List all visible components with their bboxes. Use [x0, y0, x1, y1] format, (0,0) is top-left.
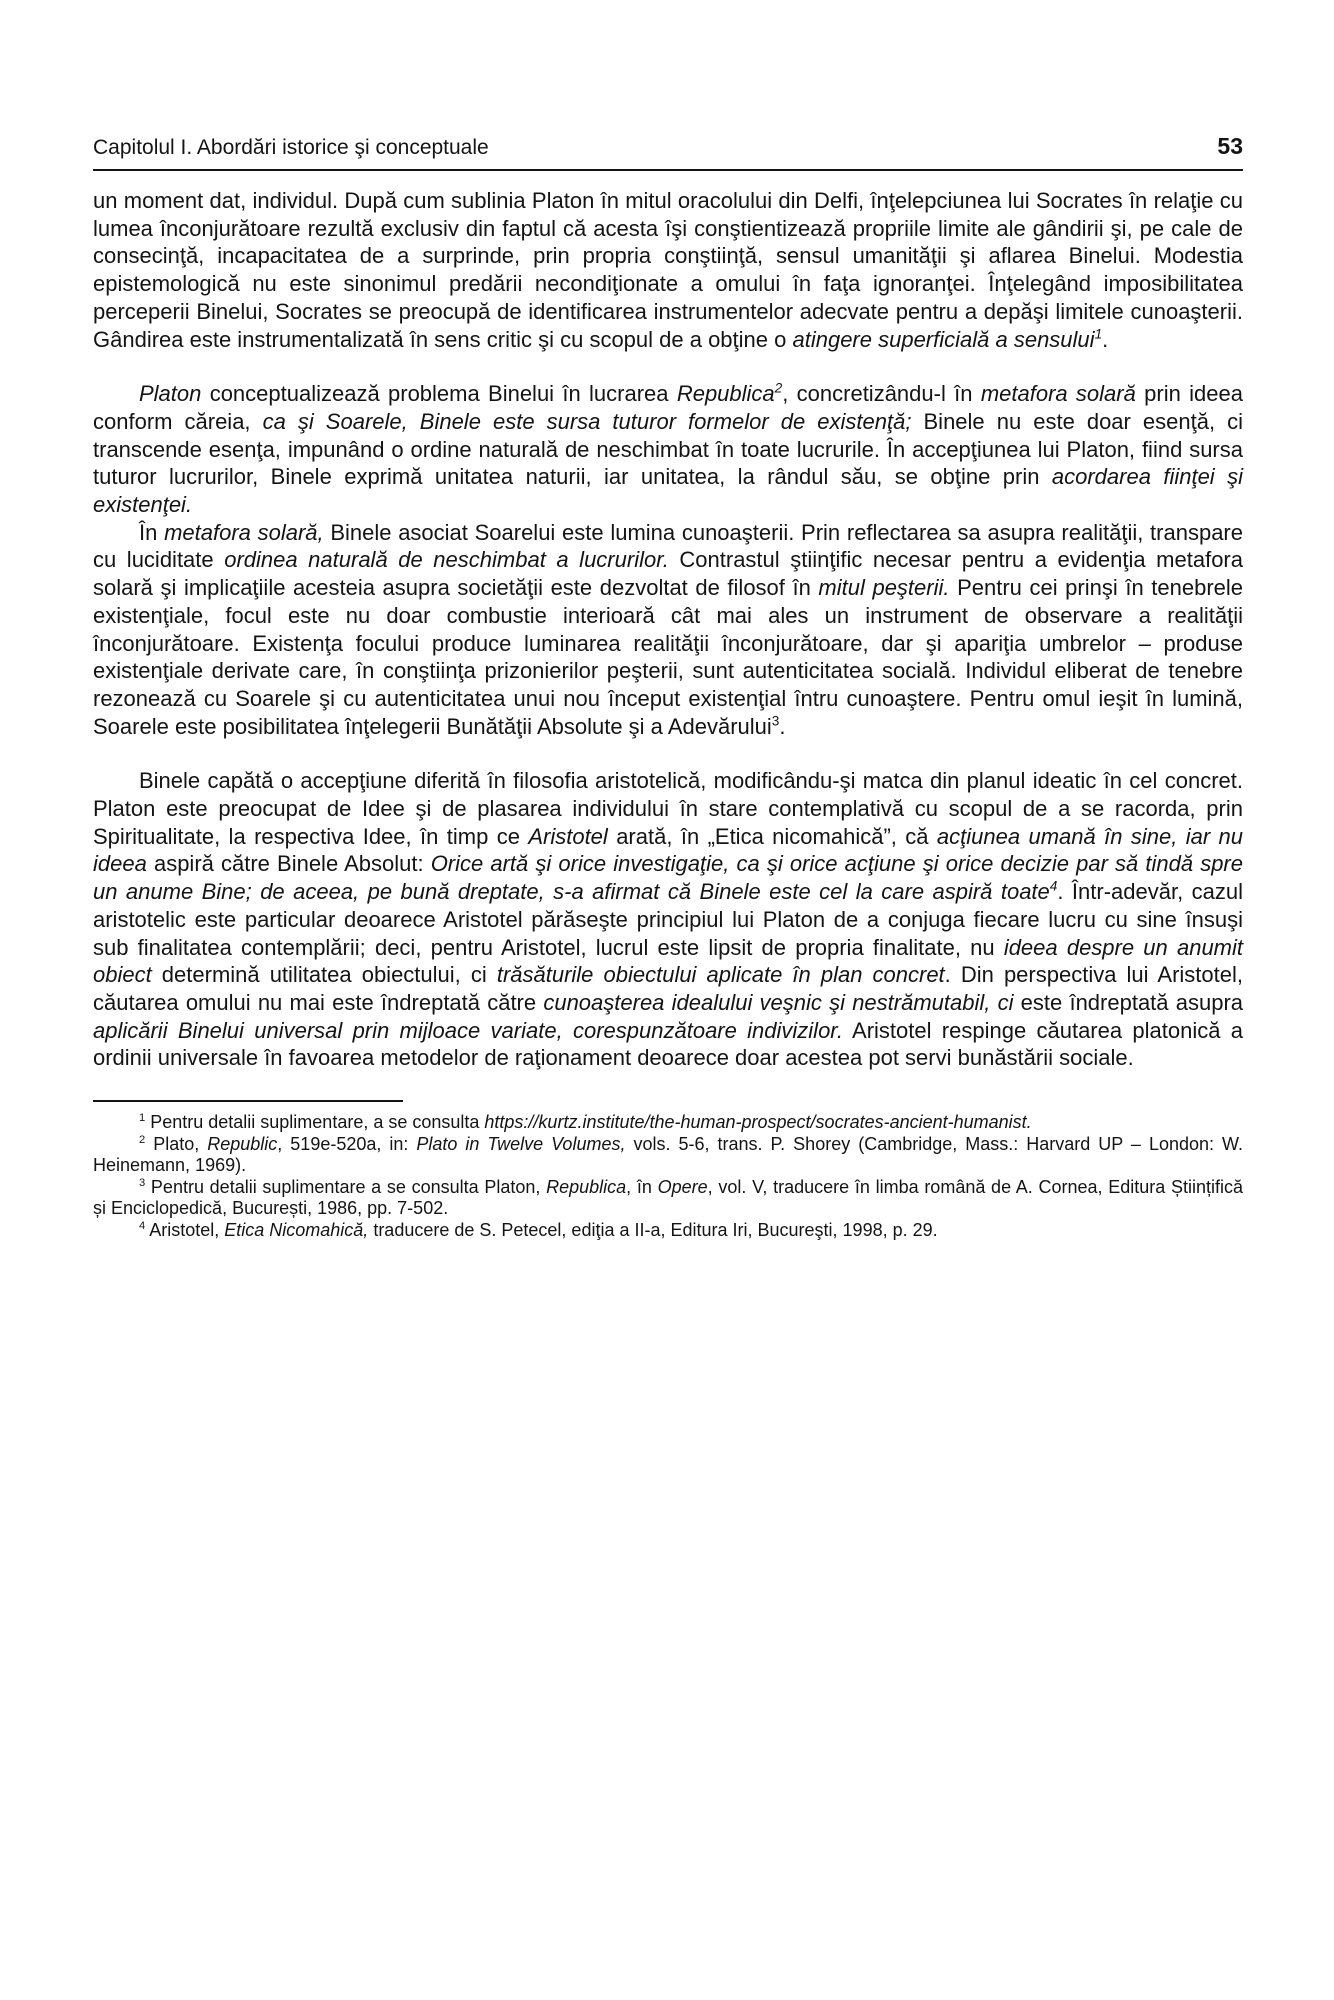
text-run: Binele nu este doar esenţă, ci transcende esenţa, impunând o ordine naturală de neschimbat în toate lucrurile. În accepţiunea lui Platon, fiind sursa tuturor lucrurilor, Binele exprimă unitatea naturii, iar unitatea, la rândul său, se obţine prin [93, 408, 1244, 490]
superscript-footnote-ref: 4 [1049, 878, 1058, 894]
footnote-item [93, 1112, 1243, 1134]
text-run: metafora solară, [164, 519, 324, 545]
text-run: trăsăturile obiectului aplicate în plan concret [496, 962, 945, 988]
text-run: aplicării Binelui universal prin mijloace variate, corespunzătoare indivizilor. [93, 1017, 843, 1043]
superscript-footnote-ref: 2 [774, 380, 783, 396]
text-run: metafora solară [980, 381, 1136, 407]
text-run: https://kurtz.institute/the-human-prospect/socrates-ancient-humanist. [484, 1112, 1032, 1133]
text-run: . Din perspectiva lui Aristotel, căutarea omului nu mai este îndreptată către [93, 962, 1243, 1015]
chapter-title: Capitolul I. Abordări istorice şi conceptuale [93, 136, 489, 159]
text-run: ideea despre un anumit obiect [93, 934, 1244, 988]
text-run: Pentru detalii suplimentare, a se consulta [145, 1112, 485, 1133]
footnote-separator [93, 1100, 403, 1102]
text-run: Binele asociat Soarelui este lumina cunoaşterii. Prin reflectarea sa asupra realităţii, transpare cu luciditate [93, 519, 1243, 573]
text-run: Plato in Twelve Volumes, [416, 1133, 626, 1154]
text-run: acordarea fiinţei şi existenţei. [93, 464, 1243, 518]
text-run: traducere de S. Petecel, ediţia a II-a, Editura Iri, Bucureşti, 1998, p. 29. [368, 1219, 938, 1240]
text-run: Aristotel [528, 823, 608, 849]
text-run: conceptualizează problema Binelui în lucrarea [201, 381, 677, 407]
text-run: ca şi Soarele, Binele este sursa tuturor formelor de existenţă; [262, 408, 912, 434]
text-run: determină utilitatea obiectului, ci [151, 962, 497, 988]
text-run: Opere [657, 1176, 708, 1197]
text-run: , 519e-520a, in: [277, 1133, 417, 1154]
text-run: Plato, [145, 1133, 208, 1154]
text-run: vols. 5-6, trans. P. Shorey (Cambridge, Mass.: Harvard UP – London: W. Heinemann, 1969). [93, 1133, 1244, 1176]
text-run: Republica [676, 381, 775, 407]
text-run: Etica Nicomahică, [224, 1219, 369, 1240]
text-run: Platon [139, 381, 202, 407]
text-run: mitul peşterii. [818, 575, 950, 601]
footnote-item [93, 1134, 1243, 1177]
text-run: . Într-adevăr, cazul aristotelic este particular deoarece Aristotel părăseşte principiul lui Platon de a conjuga fiecare lucru cu sine însuşi sub finalitatea contemplării; deci, pentru Aristotel, lucrul este lipsit de propria finalitate, nu [93, 879, 1244, 960]
body-paragraph [93, 519, 1243, 741]
text-run: Republic [207, 1133, 278, 1154]
footnotes-section [93, 1112, 1243, 1241]
page-number: 53 [1217, 133, 1243, 159]
text-run: cunoaşterea idealului veşnic şi nestrămutabil, ci [543, 989, 1014, 1015]
superscript-footnote-ref: 4 [139, 1219, 146, 1232]
page-header [93, 133, 1243, 171]
text-run: Binele capătă o accepţiune diferită în filosofia aristotelică, modificându-şi matca din planul ideatic în cel concret. Platon este preocupat de Idee şi de plasarea individului în stare contemplativă cu scopul de a se racorda, prin Spiritualitate, la respectiva Idee, în timp ce [93, 768, 1243, 849]
body-paragraph [93, 380, 1243, 519]
text-run: Orice artă şi orice investigaţie, ca şi orice acţiune şi orice decizie par să tindă spre un anume Bine; de aceea, pe bună dreptate, s-a afirmat că Binele este cel la care aspiră toate [93, 851, 1243, 905]
text-run: Pentru detalii suplimentare a se consulta Platon, [145, 1176, 547, 1197]
text-run: ordinea naturală de neschimbat a lucrurilor. [224, 547, 669, 573]
text-run: Pentru cei prinşi în tenebrele existenţiale, focul este nu doar combustie interioară cât mai ales un instrument de observare a realităţii înconjurătoare. Existenţa focului produce luminarea realităţii înconjurătoare, dar şi apariţia umbrelor – produse existenţiale derivate care, în conştiinţa prizonierilor peşterii, sunt autenticitatea socială. Individul eliberat de tenebre rezonează cu Soarele şi cu autenticitatea unui nou început existenţial întru cunoaştere. Pentru omul ieşit în lumină, Soarele este posibilitatea înţelegerii Bunătăţii Absolute şi a Adevărului [93, 575, 1244, 739]
text-run: , concretizându-l în [782, 381, 981, 407]
text-run: acţiunea umană în sine, iar nu ideea [93, 823, 1244, 877]
text-run: prin ideea conform căreia, [93, 381, 1243, 434]
superscript-footnote-ref: 3 [771, 713, 780, 729]
text-run: În [139, 519, 165, 545]
book-page [93, 133, 1243, 1241]
body-paragraph [93, 767, 1243, 1072]
text-run: Republica [546, 1176, 627, 1197]
superscript-footnote-ref: 3 [139, 1176, 146, 1189]
superscript-footnote-ref: 2 [139, 1133, 146, 1146]
text-run: un moment dat, individul. După cum sublinia Platon în mitul oracolului din Delfi, înţelepciunea lui Socrates în relaţie cu lumea înconjurătoare rezultă exclusiv din faptul că acesta îşi conştientizează propriile limite ale gândirii şi, pe cale de consecinţă, incapacitatea de a surprinde, prin propria conştiinţă, sensul umanităţii şi aflarea Binelui. Modestia epistemologică nu este sinonimul predării necondiţionate a omului în faţa ignoranţei. Înţelegând imposibilitatea perceperii Binelui, Socrates se preocupă de identificarea instrumentelor adecvate pentru a depăşi limitele cunoaşterii. Gândirea este instrumentalizată în sens critic şi cu scopul de a obţine o [93, 188, 1243, 352]
footnote-item [93, 1177, 1243, 1220]
text-run: Contrastul ştiinţific necesar pentru a evidenţia metafora solară şi implicaţiile acesteia asupra societăţii este dezvoltat de filosof în [93, 547, 1243, 601]
body-paragraph [93, 187, 1243, 353]
text-run: arată, în „Etica nicomahică”, că [607, 823, 937, 849]
text-run: . [1102, 326, 1109, 352]
text-run: Aristotel, [145, 1219, 225, 1240]
text-run: atingere superficială a sensului [792, 326, 1095, 352]
text-run: . [779, 713, 786, 739]
body-text [93, 187, 1243, 1072]
text-run: , vol. V, traducere în limba română de A. Cornea, Editura Științifică și Enciclopedică, București, 1986, pp. 7-502. [93, 1176, 1244, 1219]
text-run: Aristotel respinge căutarea platonică a ordinii universale în favoarea metodelor de raţionament deoarece doar acestea pot servi bunăstării sociale. [93, 1017, 1243, 1071]
footnote-item [93, 1220, 1243, 1242]
superscript-footnote-ref: 1 [1094, 326, 1103, 342]
text-run: , în [626, 1176, 658, 1197]
text-run: aspiră către Binele Absolut: [146, 851, 431, 877]
text-run: este îndreptată asupra [1013, 989, 1244, 1015]
superscript-footnote-ref: 1 [139, 1112, 146, 1125]
